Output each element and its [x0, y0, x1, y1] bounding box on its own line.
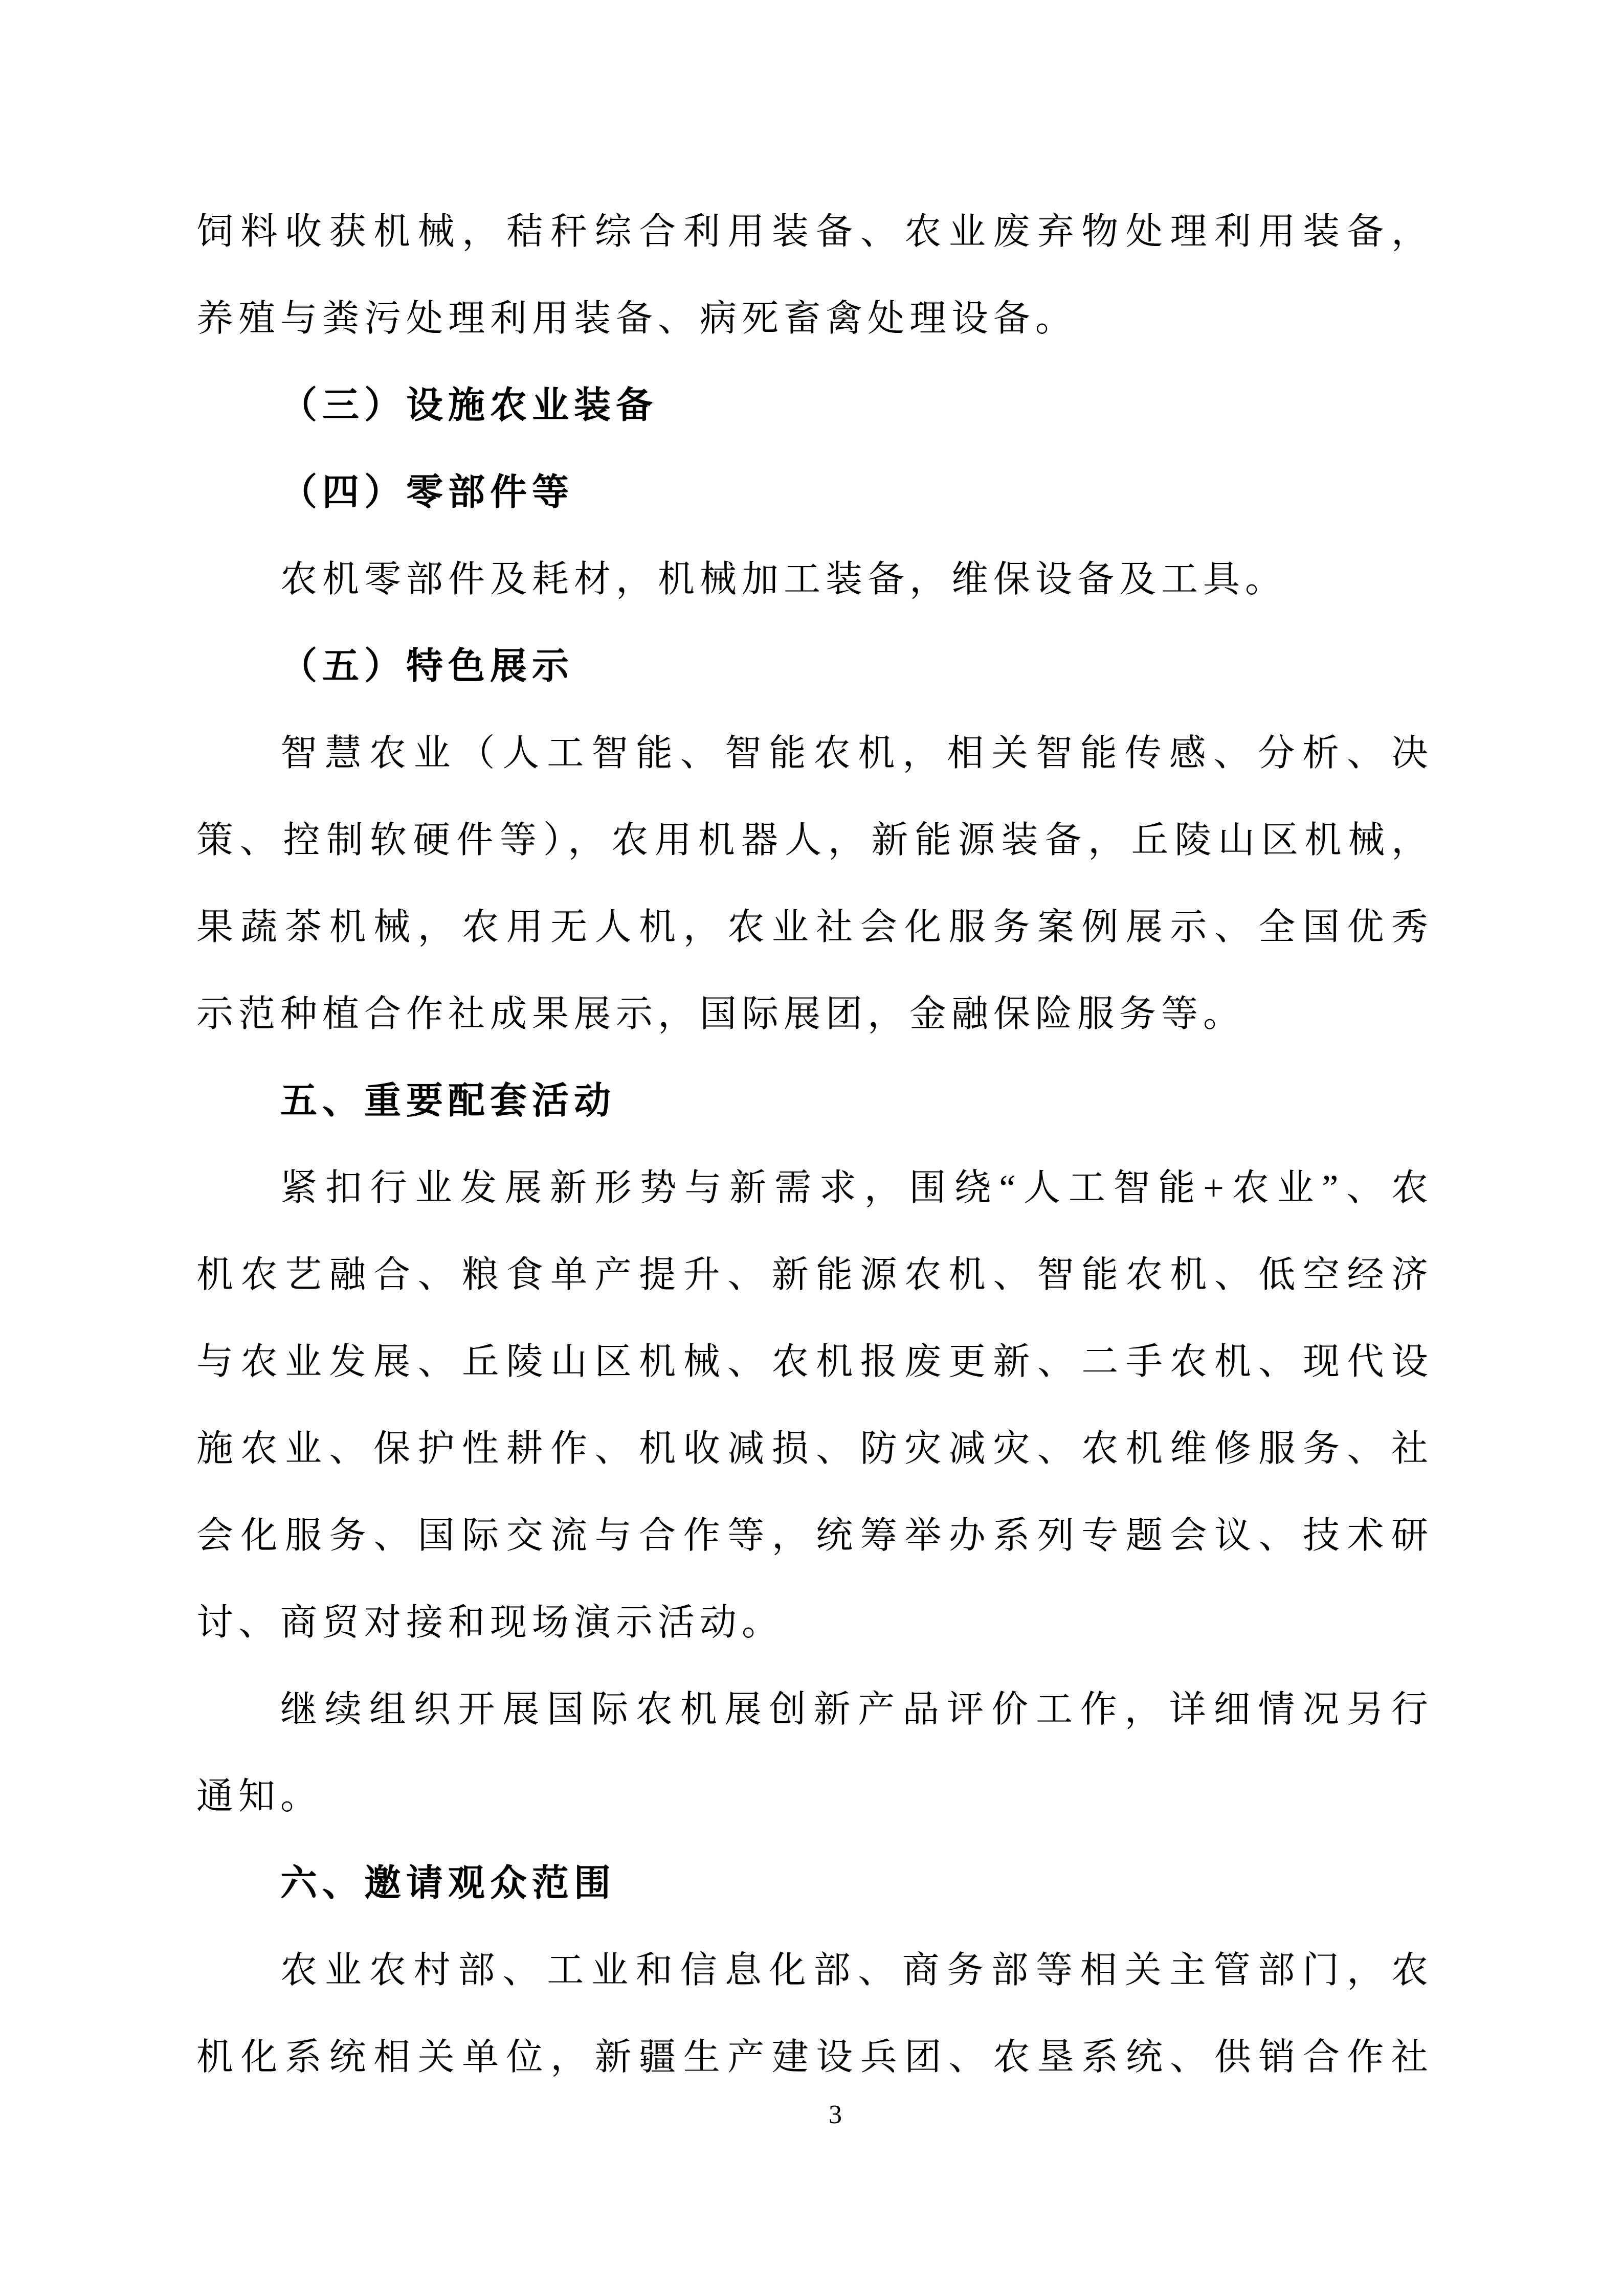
body-line: 策、控制软硬件等），农用机器人，新能源装备，丘陵山区机械，	[196, 820, 1433, 861]
body-line: 继续组织开展国际农机展创新产品评价工作，详细情况另行	[280, 1689, 1433, 1730]
body-line: 农机零部件及耗材，机械加工装备，维保设备及工具。	[280, 559, 1287, 600]
heading-line: 五、重要配套活动	[280, 1081, 616, 1121]
body-line: 讨、商贸对接和现场演示活动。	[196, 1602, 784, 1643]
body-line: 与农业发展、丘陵山区机械、农机报废更新、二手农机、现代设	[196, 1341, 1433, 1382]
page-number: 3	[829, 2100, 842, 2129]
heading-line: 六、邀请观众范围	[280, 1863, 616, 1904]
body-line: 智慧农业（人工智能、智能农机，相关智能传感、分析、决	[280, 733, 1433, 774]
body-line: 示范种植合作社成果展示，国际展团，金融保险服务等。	[196, 994, 1245, 1034]
body-line: 会化服务、国际交流与合作等，统筹举办系列专题会议、技术研	[196, 1515, 1433, 1556]
body-line: 农业农村部、工业和信息化部、商务部等相关主管部门，农	[280, 1950, 1433, 1991]
body-line: 施农业、保护性耕作、机收减损、防灾减灾、农机维修服务、社	[196, 1428, 1433, 1469]
body-line: 机农艺融合、粮食单产提升、新能源农机、智能农机、低空经济	[196, 1254, 1433, 1295]
heading-line: （三）设施农业装备	[280, 385, 658, 426]
body-line: 机化系统相关单位，新疆生产建设兵团、农垦系统、供销合作社	[196, 2037, 1433, 2078]
body-line: 饲料收获机械，秸秆综合利用装备、农业废弃物处理利用装备，	[196, 211, 1433, 252]
body-line: 养殖与粪污处理利用装备、病死畜禽处理设备。	[196, 298, 1078, 339]
heading-line: （四）零部件等	[280, 472, 574, 513]
document-content	[196, 188, 1433, 2101]
heading-line: （五）特色展示	[280, 646, 574, 687]
body-line: 果蔬茶机械，农用无人机，农业社会化服务案例展示、全国优秀	[196, 907, 1433, 948]
body-line: 通知。	[196, 1776, 323, 1817]
body-line: 紧扣行业发展新形势与新需求，围绕“人工智能+农业”、农	[280, 1167, 1433, 1208]
